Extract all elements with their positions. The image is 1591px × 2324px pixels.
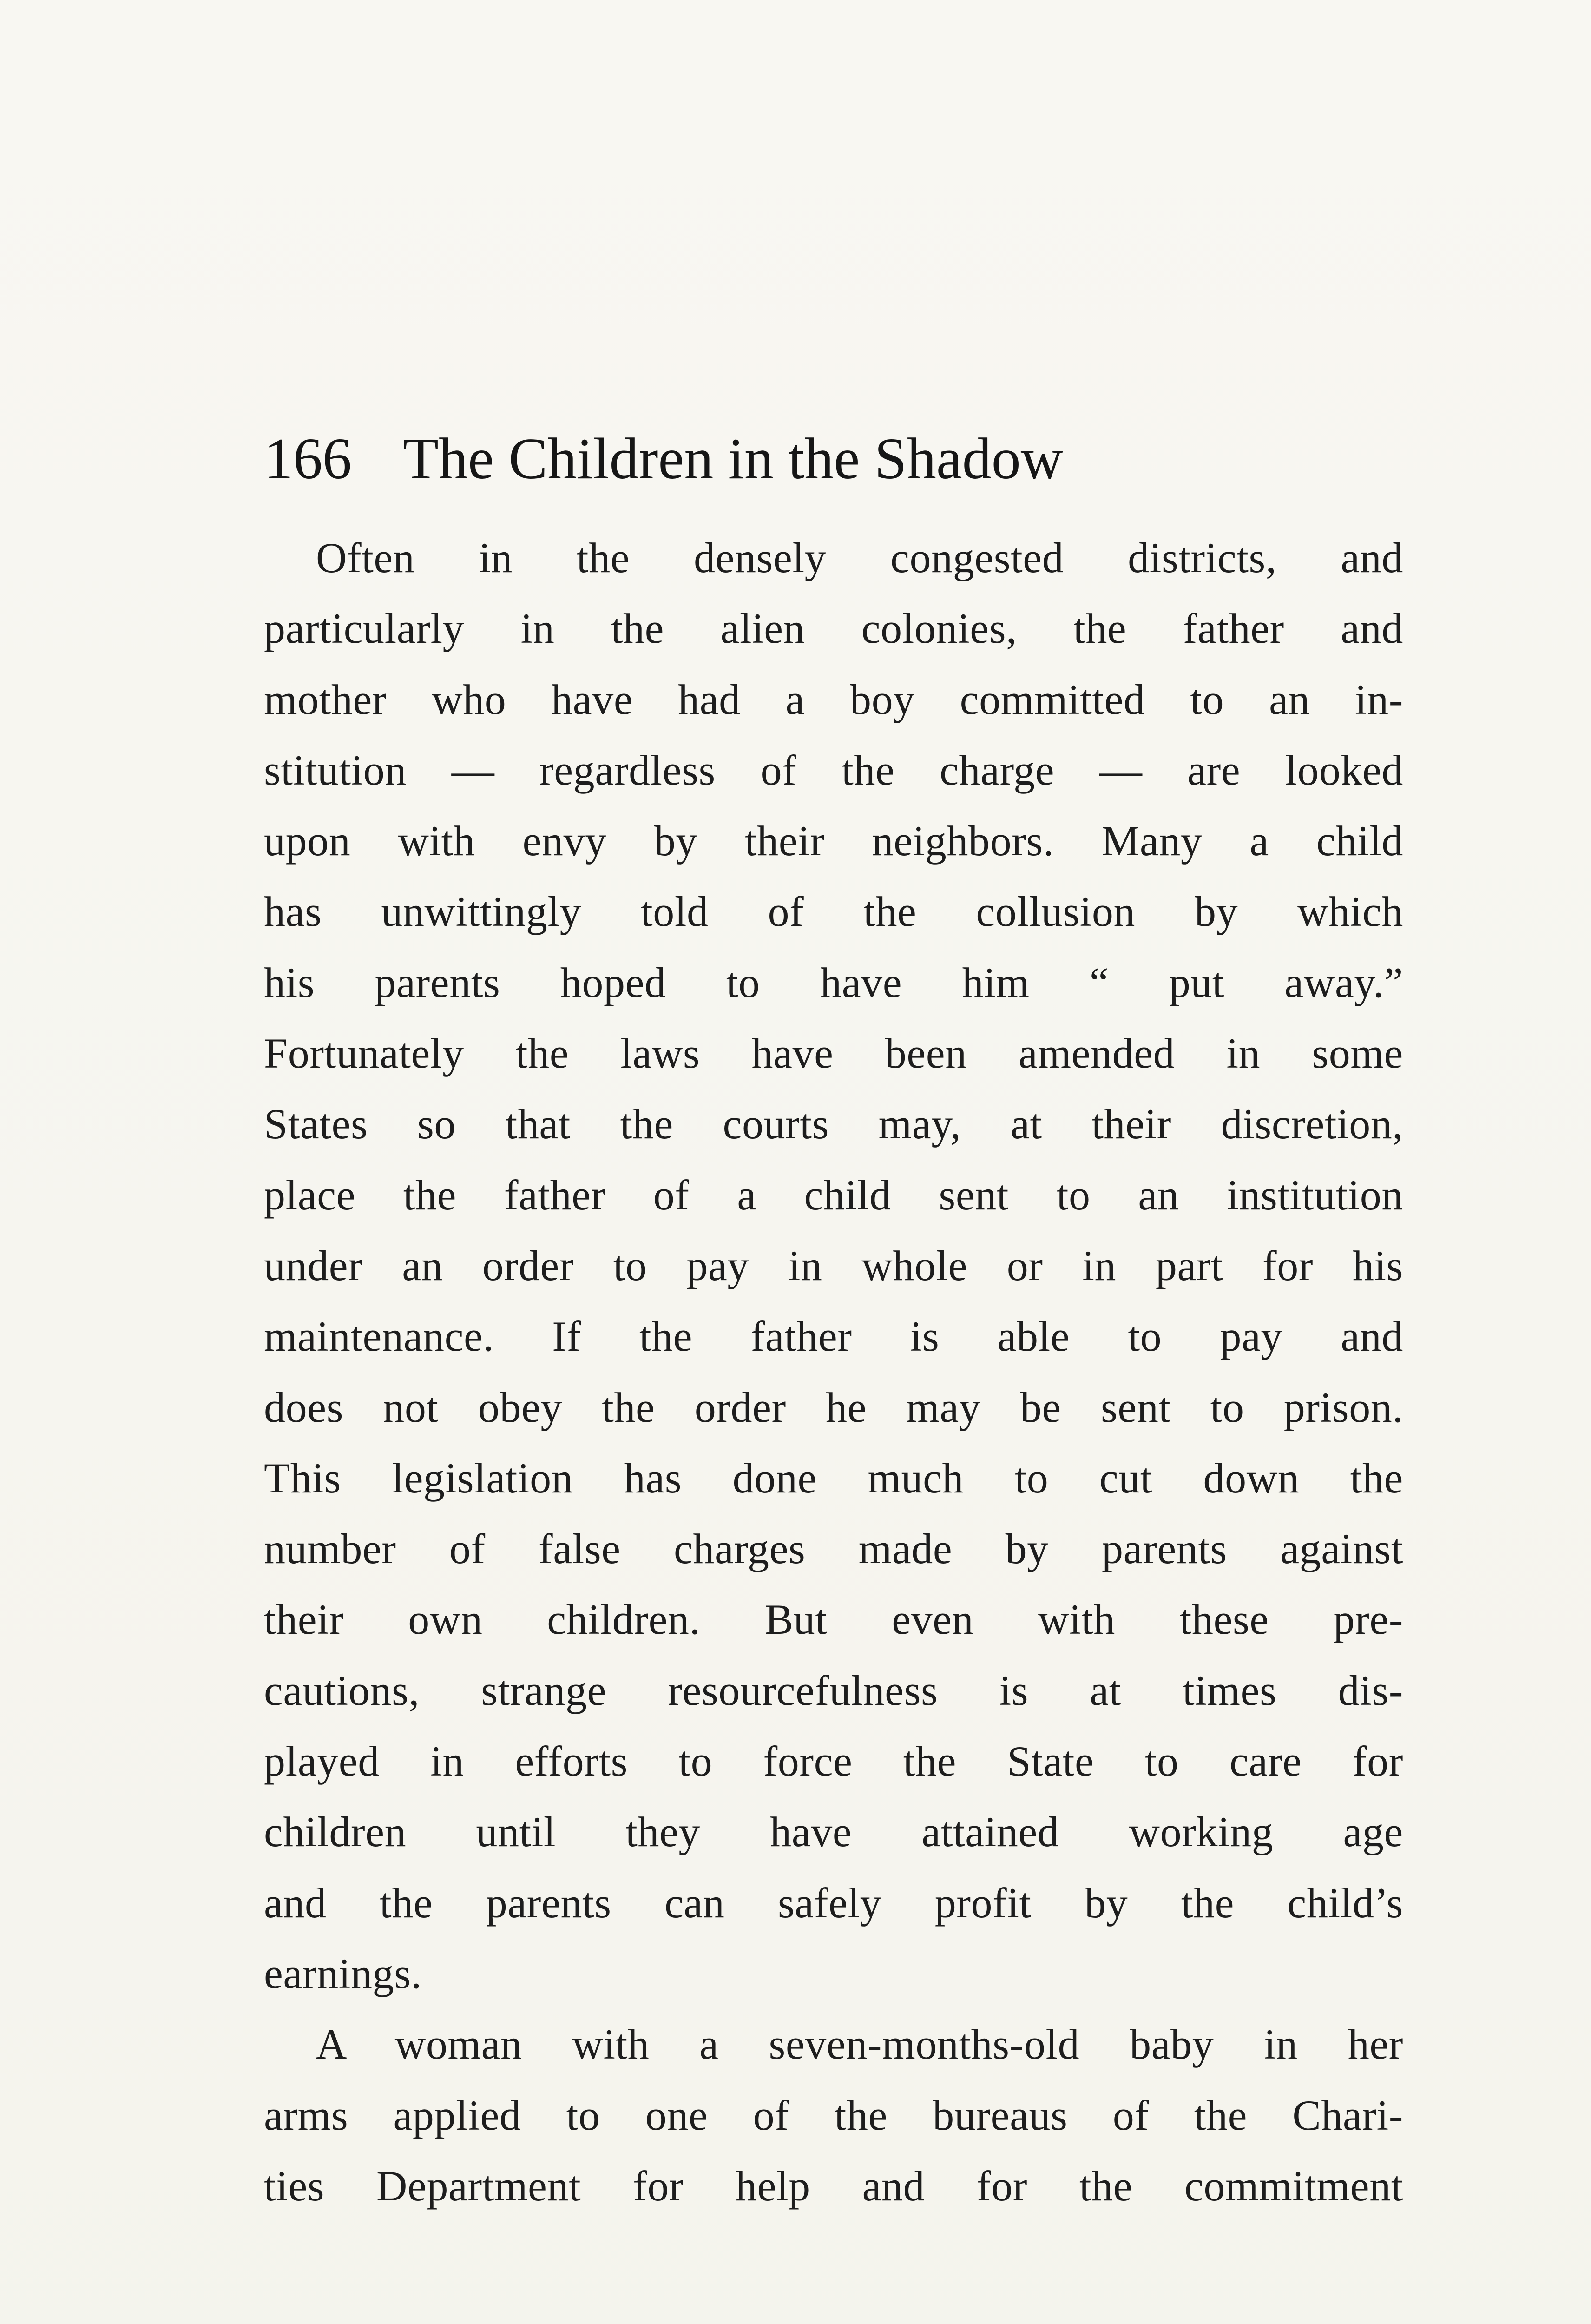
text-line: does not obey the order he may be sent to prison. — [264, 1383, 1403, 1431]
body-text — [264, 522, 1403, 2221]
text-line: upon with envy by their neighbors. Many a child — [264, 817, 1403, 865]
text-line: arms applied to one of the bureaus of the Chari- — [264, 2091, 1403, 2139]
running-title: The Children in the Shadow — [403, 427, 1063, 491]
text-line: Often in the densely congested districts, and — [316, 534, 1403, 581]
text-line: under an order to pay in whole or in part for his — [264, 1241, 1403, 1289]
text-line: number of false charges made by parents against — [264, 1525, 1403, 1573]
text-line: Fortunately the laws have been amended in some — [264, 1030, 1403, 1077]
page-number: 166 — [264, 427, 352, 491]
text-line: has unwittingly told of the collusion by which — [264, 888, 1403, 936]
text-line: earnings. — [264, 1949, 422, 1997]
text-line: mother who have had a boy committed to an in- — [264, 675, 1403, 723]
text-line: played in efforts to force the State to care for — [264, 1737, 1403, 1785]
text-line: their own children. But even with these pre- — [264, 1596, 1403, 1644]
text-line: particularly in the alien colonies, the father and — [264, 605, 1403, 653]
text-line: This legislation has done much to cut down the — [264, 1454, 1403, 1502]
text-line: his parents hoped to have him “ put away.” — [264, 958, 1403, 1006]
text-line: stitution — regardless of the charge — are looked — [264, 746, 1403, 794]
paragraph-2 — [264, 2009, 1403, 2221]
text-line: maintenance. If the father is able to pay and — [264, 1313, 1403, 1360]
running-head — [264, 413, 1407, 506]
text-line: place the father of a child sent to an institution — [264, 1171, 1403, 1219]
text-line: ties Department for help and for the commitment — [264, 2162, 1403, 2210]
text-line: and the parents can safely profit by the child’s — [264, 1879, 1403, 1927]
paragraph-1 — [264, 522, 1403, 2009]
text-line: children until they have attained working age — [264, 1808, 1403, 1856]
text-line: A woman with a seven-months-old baby in her — [316, 2020, 1403, 2068]
text-line: States so that the courts may, at their discretion, — [264, 1100, 1403, 1148]
text-line: cautions, strange resourcefulness is at times dis- — [264, 1666, 1403, 1714]
